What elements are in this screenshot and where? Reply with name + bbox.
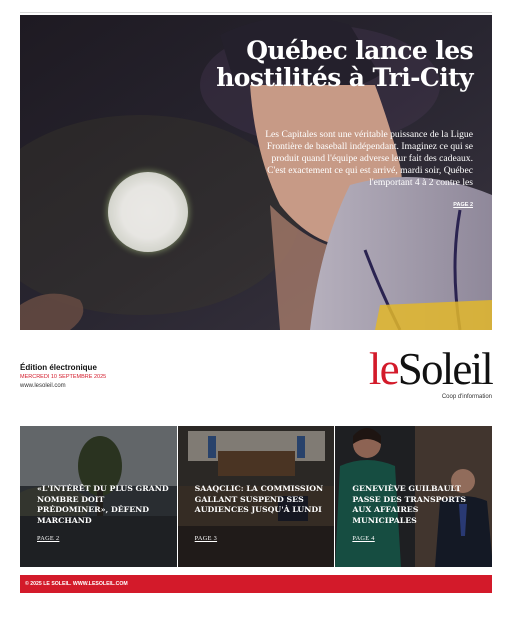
story-card-text <box>352 484 484 526</box>
logo-le: le <box>368 344 398 394</box>
logo-tagline: Coop d'information <box>441 394 492 400</box>
story-card-text <box>37 484 169 526</box>
hero-summary: Les Capitales sont une véritable puissance de la Ligue Frontière de baseball indépendant. Imaginez ce qui se produit quand l'équipe adverse leur fait des cadeaux. C'est exactement ce qui est arrivé, mardi soir, Québec l'emportant 4 à 2 contre les <box>265 129 473 188</box>
story-cards <box>20 426 492 567</box>
story-card-text <box>195 484 327 516</box>
story-card[interactable] <box>335 426 492 567</box>
logo-soleil: Soleil <box>397 344 492 394</box>
hero-headline[interactable]: Québec lance les hostilités à Tri-City <box>216 36 473 92</box>
story-card[interactable] <box>178 426 335 567</box>
footer-copyright: © 2025 LE SOLEIL. WWW.LESOLEIL.COM <box>25 581 128 587</box>
story-card[interactable] <box>20 426 177 567</box>
story-card-page-link[interactable]: PAGE 3 <box>194 535 218 542</box>
story-card-title[interactable]: GENEVIÈVE GUILBAULT PASSE DES TRANSPORTS AUX AFFAIRES MUNICIPALES <box>352 484 467 525</box>
story-card-page-link[interactable]: PAGE 4 <box>352 535 375 542</box>
story-card-title[interactable]: «L'INTÉRÊT DU PLUS GRAND NOMBRE DOIT PRÉDOMINER», DÉFEND MARCHAND <box>37 484 169 525</box>
hero-page-link[interactable]: PAGE 2 <box>453 202 473 208</box>
edition-label: Édition électronique <box>20 363 97 372</box>
le-soleil-logo[interactable] <box>332 346 492 392</box>
footer-bar <box>20 575 492 593</box>
story-card-title[interactable]: SAAQCLIC: LA COMMISSION GALLANT SUSPEND SES AUDIENCES JUSQU'À LUNDI <box>194 484 324 515</box>
hero-story[interactable] <box>20 15 492 330</box>
edition-info <box>20 363 106 389</box>
edition-url[interactable]: www.lesoleil.com <box>20 383 66 389</box>
top-divider <box>20 12 492 13</box>
story-card-page-link[interactable]: PAGE 2 <box>37 535 60 542</box>
edition-date: MERCREDI 10 SEPTEMBRE 2025 <box>20 374 107 380</box>
